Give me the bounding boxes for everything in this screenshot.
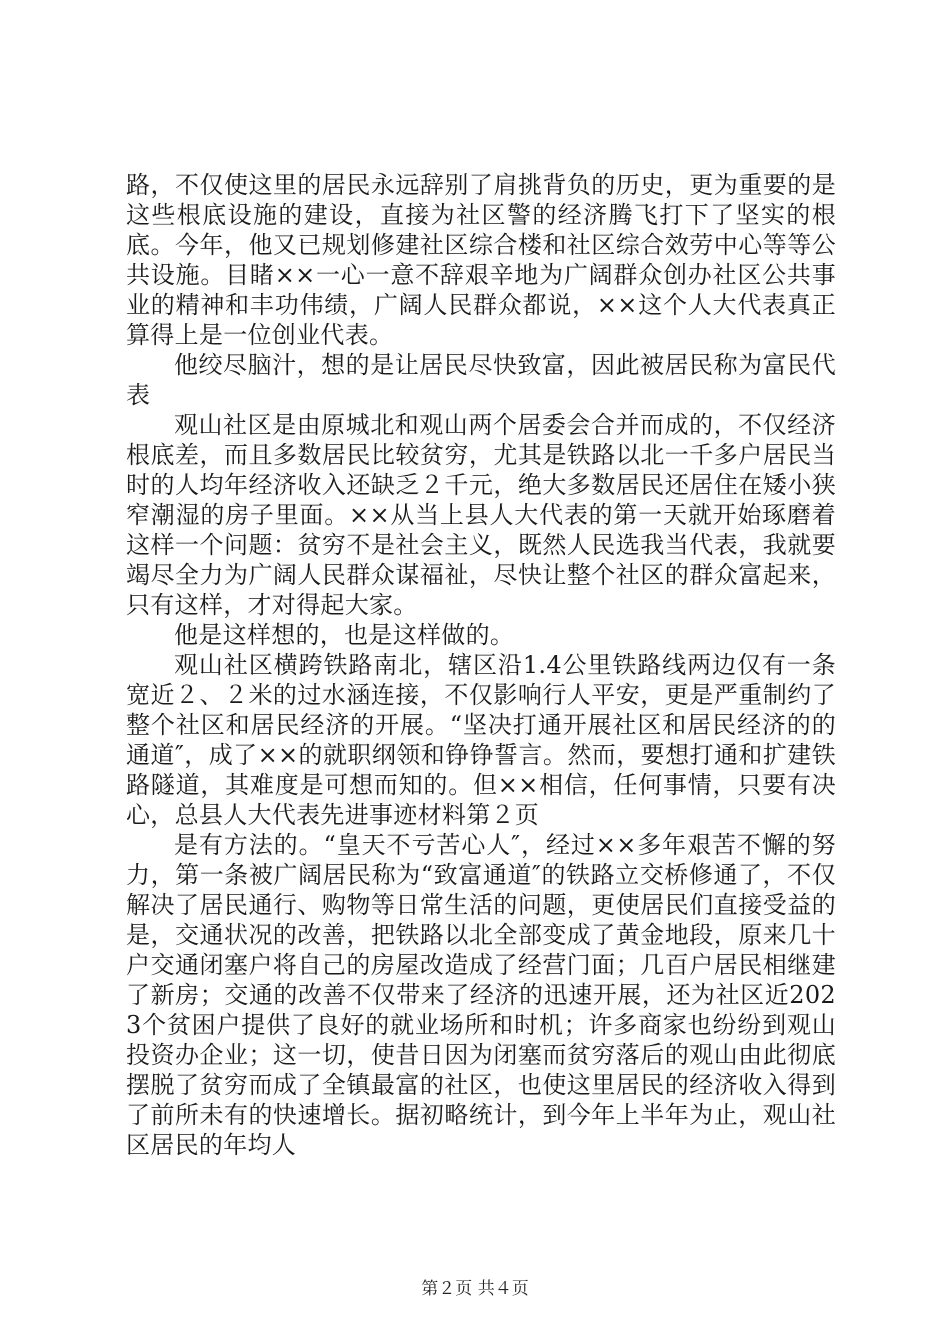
document-body [126, 170, 836, 1160]
paragraph: 观山社区横跨铁路南北，辖区沿1.4公里铁路线两边仅有一条宽近２、２米的过水涵连接，不仅影响行人平安，更是严重制约了整个社区和居民经济的开展。“坚决打通开展社区和居民经济的的通道″，成了××的就职纲领和铮铮誓言。然而，要想打通和扩建铁路隧道，其难度是可想而知的。但××相信，任何事情，只要有决心，总县人大代表先进事迹材料第２页 [126, 651, 836, 829]
paragraph: 路，不仅使这里的居民永远辞别了肩挑背负的历史，更为重要的是这些根底设施的建设，直接为社区警的经济腾飞打下了坚实的根底。今年，他又已规划修建社区综合楼和社区综合效劳中心等等公共设施。目睹××一心一意不辞艰辛地为广阔群众创办社区公共事业的精神和丰功伟绩，广阔人民群众都说，××这个人大代表真正算得上是一位创业代表。 [126, 171, 836, 349]
paragraph: 他绞尽脑汁，想的是让居民尽快致富，因此被居民称为富民代表 [126, 351, 836, 409]
page-number-footer: 第２页 共４页 [421, 1279, 529, 1299]
paragraph: 观山社区是由原城北和观山两个居委会合并而成的，不仅经济根底差，而且多数居民比较贫穷，尤其是铁路以北一千多户居民当时的人均年经济收入还缺乏２千元，绝大多数居民还居住在矮小狭窄潮湿的房子里面。××从当上县人大代表的第一天就开始琢磨着这样一个问题：贫穷不是社会主义，既然人民选我当代表，我就要竭尽全力为广阔人民群众谋福祉，尽快让整个社区的群众富起来，只有这样，才对得起大家。 [126, 411, 836, 619]
paragraph: 是有方法的。“皇天不亏苦心人″，经过××多年艰苦不懈的努力，第一条被广阔居民称为“致富通道″的铁路立交桥修通了，不仅解决了居民通行、购物等日常生活的问题，更使居民们直接受益的是，交通状况的改善，把铁路以北全部变成了黄金地段，原来几十户交通闭塞户将自己的房屋改造成了经营门面；几百户居民相继建了新房；交通的改善不仅带来了经济的迅速开展，还为社区近2023个贫困户提供了良好的就业场所和时机；许多商家也纷纷到观山投资办企业；这一切，使昔日因为闭塞而贫穷落后的观山由此彻底摆脱了贫穷而成了全镇最富的社区，也使这里居民的经济收入得到了前所未有的快速增长。据初略统计，到今年上半年为止，观山社区居民的年均人 [126, 831, 836, 1159]
paragraph: 他是这样想的，也是这样做的。 [174, 621, 515, 649]
